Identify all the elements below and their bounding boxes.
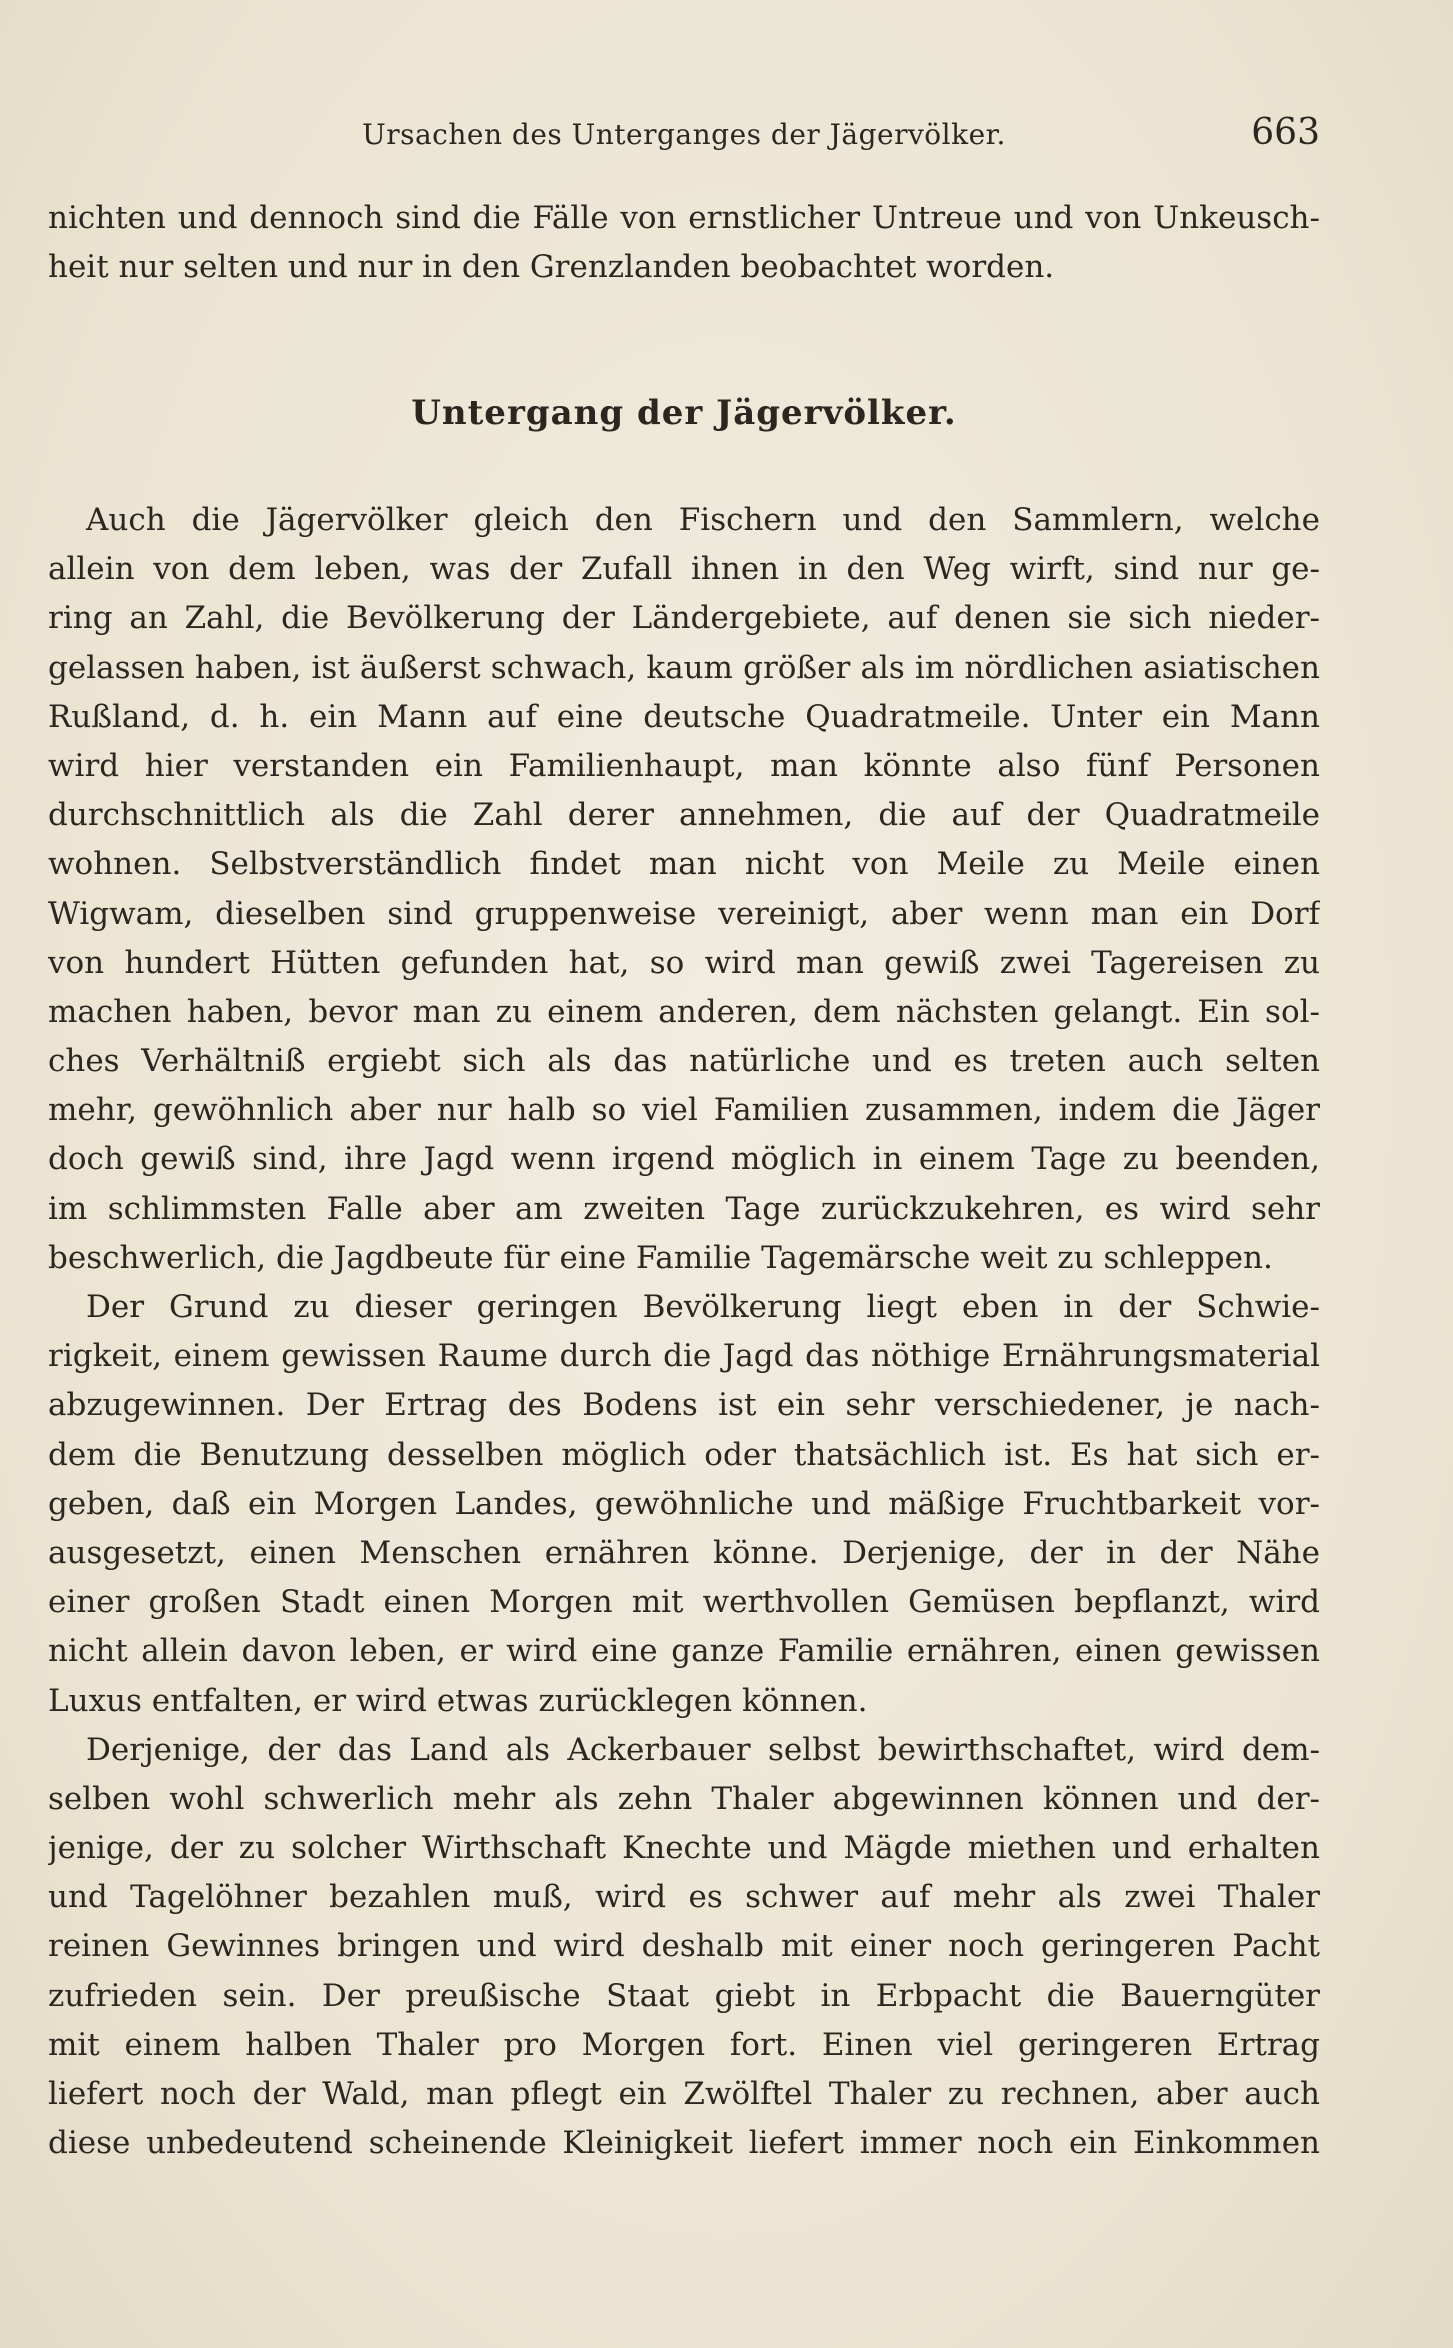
text-line: ausgesetzt, einen Menschen ernähren könne. Derjenige, der in der Nähe [48,1534,1320,1571]
text-line: jenige, der zu solcher Wirthschaft Knechte und Mägde miethen und erhalten [48,1830,1320,1867]
text-line: doch gewiß sind, ihre Jagd wenn irgend möglich in einem Tage zu beenden, [48,1141,1320,1178]
text-line: nicht allein davon leben, er wird eine ganze Familie ernähren, einen gewissen [48,1633,1320,1670]
text-line: einer großen Stadt einen Morgen mit werthvollen Gemüsen bepflanzt, wird [48,1584,1320,1621]
text-line: diese unbedeutend scheinende Kleinigkeit liefert immer noch ein Einkommen [48,2125,1320,2162]
text-line: Auch die Jägervölker gleich den Fischern und den Sammlern, welche [86,502,1320,538]
section-body [48,496,1320,2168]
text-line: mehr, gewöhnlich aber nur halb so viel Familien zusammen, indem die Jäger [48,1092,1320,1129]
running-title: Ursachen des Unterganges der Jägervölker. [362,118,1006,151]
text-line: reinen Gewinnes bringen und wird deshalb mit einer noch geringeren Pacht [48,1928,1320,1965]
text-line: nichten und dennoch sind die Fälle von ernstlicher Untreue und von Unkeusch- [48,200,1320,236]
text-line: durchschnittlich als die Zahl derer annehmen, die auf der Quadratmeile [48,797,1320,834]
text-line: Derjenige, der das Land als Ackerbauer selbst bewirthschaftet, wird dem- [86,1731,1320,1768]
text-line: rigkeit, einem gewissen Raume durch die Jagd das nöthige Ernährungsmaterial [48,1338,1320,1375]
text-line: machen haben, bevor man zu einem anderen, dem nächsten gelangt. Ein sol- [48,993,1320,1030]
paragraph-3 [48,1726,1320,2169]
text-line: und Tagelöhner bezahlen muß, wird es schwer auf mehr als zwei Thaler [48,1879,1320,1916]
page-number: 663 [1251,112,1320,153]
text-line: im schlimmsten Falle aber am zweiten Tage zurückzukehren, es wird sehr [48,1190,1320,1227]
text-line: Wigwam, dieselben sind gruppenweise vereinigt, aber wenn man ein Dorf [48,895,1320,932]
text-line: liefert noch der Wald, man pflegt ein Zwölftel Thaler zu rechnen, aber auch [48,2076,1320,2112]
text-line: heit nur selten und nur in den Grenzlanden beobachtet worden. [48,249,1055,286]
text-line: wohnen. Selbstverständlich findet man nicht von Meile zu Meile einen [48,846,1320,883]
text-line: wird hier verstanden ein Familienhaupt, man könnte also fünf Personen [48,747,1320,784]
text-line: beschwerlich, die Jagdbeute für eine Familie Tagemärsche weit zu schleppen. [48,1239,1273,1276]
text-line: zufrieden sein. Der preußische Staat giebt in Erbpacht die Bauerngüter [48,1977,1320,2014]
text-line: Rußland, d. h. ein Mann auf eine deutsche Quadratmeile. Unter ein Mann [48,698,1320,735]
text-line: ches Verhältniß ergiebt sich als das natürliche und es treten auch selten [48,1043,1320,1080]
text-line: geben, daß ein Morgen Landes, gewöhnliche und mäßige Fruchtbarkeit vor- [48,1485,1320,1522]
text-line: gelassen haben, ist äußerst schwach, kaum größer als im nördlichen asiatischen [48,649,1320,686]
section-heading: Untergang der Jägervölker. [411,393,957,433]
text-line: Luxus entfalten, er wird etwas zurücklegen können. [48,1682,868,1719]
text-line: Der Grund zu dieser geringen Bevölkerung liegt eben in der Schwie- [86,1289,1320,1325]
text-line: mit einem halben Thaler pro Morgen fort. Einen viel geringeren Ertrag [48,2026,1320,2063]
text-line: selben wohl schwerlich mehr als zehn Thaler abgewinnen können und der- [48,1780,1320,1817]
text-line: ring an Zahl, die Bevölkerung der Ländergebiete, auf denen sie sich nieder- [48,600,1320,637]
text-line: dem die Benutzung desselben möglich oder thatsächlich ist. Es hat sich er- [48,1436,1320,1473]
text-line: allein von dem leben, was der Zufall ihnen in den Weg wirft, sind nur ge- [48,551,1320,588]
intro-paragraph [48,194,1320,292]
running-head [48,112,1320,160]
paragraph-2 [48,1283,1320,1726]
text-line: abzugewinnen. Der Ertrag des Bodens ist ein sehr verschiedener, je nach- [48,1387,1320,1424]
text-line: von hundert Hütten gefunden hat, so wird man gewiß zwei Tagereisen zu [48,944,1320,981]
paragraph-1 [48,496,1320,1283]
